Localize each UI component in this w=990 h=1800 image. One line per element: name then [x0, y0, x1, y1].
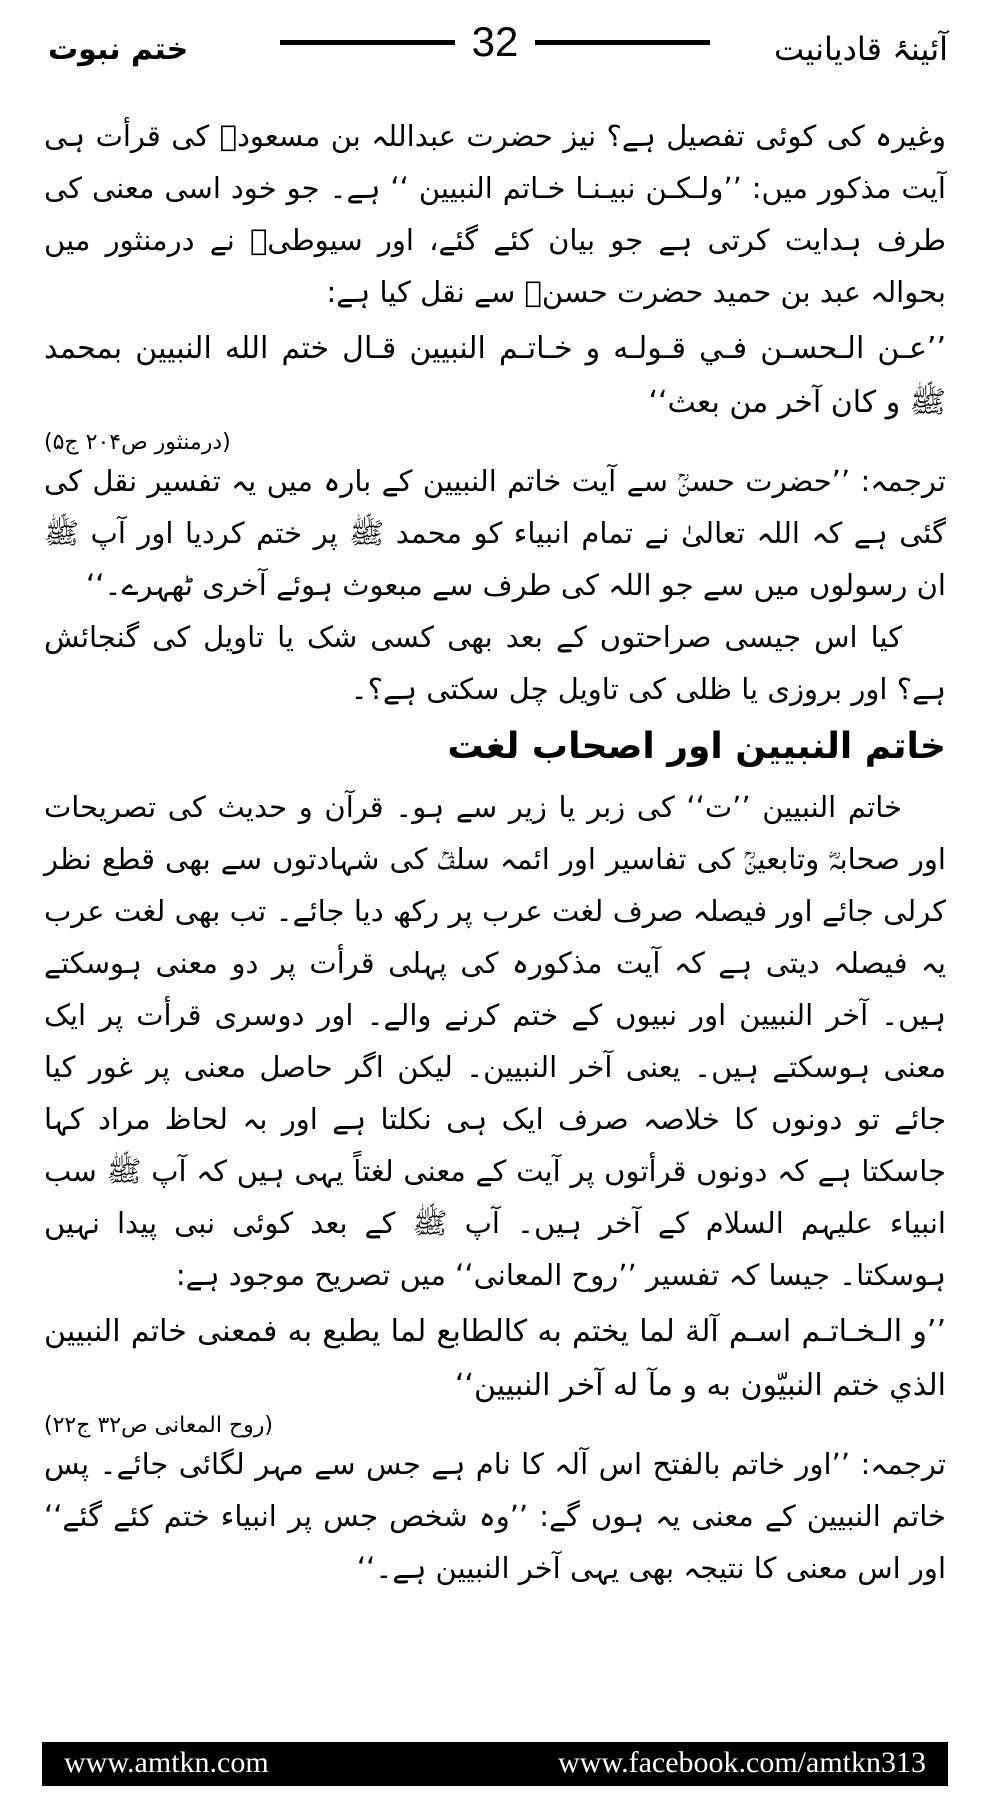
paragraph-lexicon: خاتم النبیین ’’ت‘‘ کی زبر یا زیر سے ہو۔ قرآن و حدیث کی تصریحات اور صحابہؓ وتابعینؒ کی تفاسیر اور ائمہ سلفؒ کی شہادتوں سے بھی قطع نظر کرلی جائے اور فیصلہ صرف لغت عرب پر رکھ دیا جائے۔ تب بھی لغت عرب یہ فیصلہ دیتی ہے کہ آیت مذکورہ کی پہلی قرأت پر دو معنی ہوسکتے ہیں۔ آخر النبیین اور نبیوں کے ختم کرنے والے۔ اور دوسری قرأت پر ایک معنی ہوسکتے ہیں۔ یعنی آخر النبیین۔ لیکن اگر حاصل معنی پر غور کیا جائے تو دونوں کا خلاصہ صرف ایک ہی نکلتا ہے اور بہ لحاظ مراد کہا جاسکتا ہے کہ دونوں قرأتوں پر آیت کے معنی لغتاً یہی ہیں کہ آپ ﷺ سب انبیاء علیہم السلام کے آخر ہیں۔ آپ ﷺ کے بعد کوئی نبی پیدا نہیں ہوسکتا۔ جیسا کہ تفسیر ’’روح المعانی‘‘ میں تصریح موجود ہے: [44, 790, 946, 1292]
page-header [30, 18, 960, 78]
arabic-quote-hasan: ’’عـن الـحسـن فـي قـولـه و خـاتـم النبيين قـال ختم الله النبيين بمحمد ﷺ و كان آخر من بعث‘‘ [44, 331, 946, 420]
page-number: 32 [471, 18, 519, 65]
section-title: ختم نبوت [48, 32, 189, 67]
quote-reference-row [44, 430, 946, 455]
quote-reference-row-2 [44, 1413, 946, 1438]
footer-facebook: www.facebook.com/amtkn313 [558, 1746, 926, 1779]
arabic-quote-ruh-al-maani: ’’و الـخـاتـم اسـم آلة لما يختم به كالطابع لما يطبع به فمعنى خاتم النبيين الذي ختم النبيّون به و مآ له آخر النبيين‘‘ [44, 1314, 946, 1403]
paragraph-question: کیا اس جیسی صراحتوں کے بعد بھی کسی شک یا تاویل کی گنجائش ہے؟ اور بروزی یا ظلی کی تاویل چل سکتی ہے؟۔ [44, 620, 946, 706]
page-body [44, 110, 946, 1712]
footer-website: www.amtkn.com [64, 1746, 269, 1779]
reference-ruh-al-maani: (روح المعانی ص۳۲ ج۲۲) [44, 1413, 274, 1438]
paragraph-intro: وغیرہ کی کوئی تفصیل ہے؟ نیز حضرت عبداللہ بن مسعودؓ کی قرأت ہی آیت مذکور میں: ’’ولـكـن نبیـنـا خـاتم النبيين ‘‘ ہے۔ جو خود اسی معنی کی طرف ہدایت کرتی ہے جو بیان کئے گئے، اور سیوطیؒ نے درمنثور میں بحوالہ عبد بن حمید حضرت حسنؒ سے نقل کیا ہے: [44, 119, 946, 309]
section-heading: خاتم النبیین اور اصحاب لغت [447, 726, 946, 767]
page-footer [42, 1742, 948, 1786]
translation-hasan: ترجمہ: ’’حضرت حسنؒ سے آیت خاتم النبیین کے بارہ میں یہ تفسیر نقل کی گئی ہے کہ اللہ تعالیٰ نے تمام انبیاء کو محمد ﷺ پر ختم کردیا اور آپ ﷺ ان رسولوں میں سے جو اللہ کی طرف سے مبعوث ہوئے آخری ٹھہرے۔‘‘ [44, 464, 946, 602]
book-title: آئینۂ قادیانیت [774, 30, 948, 68]
header-rule-left [280, 40, 455, 45]
translation-khatam: ترجمہ: ’’اور خاتم بالفتح اس آلہ کا نام ہے جس سے مہر لگائی جائے۔ پس خاتم النبیین کے معنی یہ ہوں گے: ’’وہ شخص جس پر انبیاء ختم کئے گئے‘‘ اور اس معنی کا نتیجہ بھی یہی آخر النبیین ہے۔‘‘ [44, 1447, 946, 1585]
header-rule-right [535, 40, 710, 45]
reference-durr-manthur: (درمنثور ص۲۰۴ ج۵) [44, 430, 231, 455]
